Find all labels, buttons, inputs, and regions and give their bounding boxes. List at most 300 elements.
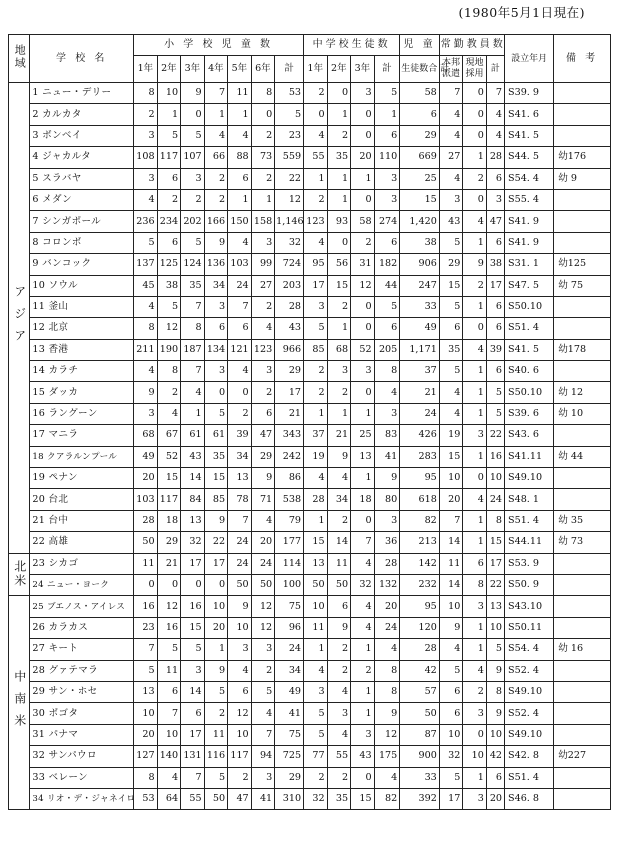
table-row [9, 489, 611, 510]
teacher-count: 29 [439, 254, 463, 275]
teacher-count: 2 [463, 168, 487, 189]
region-label: 中南米 [9, 596, 30, 810]
table-row [9, 425, 611, 446]
junior-count: 50 [327, 574, 351, 595]
elementary-count: 12 [275, 189, 304, 210]
table-row [9, 83, 611, 104]
elementary-count: 13 [181, 510, 205, 531]
teacher-count: 4 [486, 104, 504, 125]
elementary-count: 158 [251, 211, 275, 232]
elementary-count: 6 [157, 168, 181, 189]
junior-count: 43 [351, 746, 375, 767]
elementary-count: 10 [157, 83, 181, 104]
junior-count: 7 [351, 532, 375, 553]
junior-count: 1 [304, 168, 328, 189]
teacher-type-header: 本邦派遣 [439, 56, 463, 83]
elementary-count: 55 [181, 788, 205, 809]
elementary-count: 85 [204, 489, 228, 510]
established-date: S41. 6 [505, 104, 554, 125]
junior-count: 1 [351, 168, 375, 189]
junior-count: 3 [327, 703, 351, 724]
elementary-count: 16 [181, 596, 205, 617]
elementary-count: 4 [181, 382, 205, 403]
elementary-count: 5 [181, 125, 205, 146]
remarks-cell [554, 232, 611, 253]
elementary-count: 177 [275, 532, 304, 553]
remarks-cell [554, 189, 611, 210]
elementary-count: 117 [157, 147, 181, 168]
elementary-count: 75 [275, 724, 304, 745]
teacher-count: 0 [463, 318, 487, 339]
elementary-count: 1 [228, 104, 252, 125]
table-row [9, 596, 611, 617]
junior-count: 19 [304, 446, 328, 467]
elementary-count: 16 [134, 596, 158, 617]
junior-count: 36 [374, 532, 400, 553]
elementary-count: 9 [181, 83, 205, 104]
junior-count: 110 [374, 147, 400, 168]
total-students: 57 [400, 681, 440, 702]
elementary-count: 4 [251, 510, 275, 531]
table-row [9, 532, 611, 553]
teacher-count: 11 [439, 553, 463, 574]
teacher-count: 17 [486, 553, 504, 574]
elementary-count: 47 [228, 788, 252, 809]
total-students: 82 [400, 510, 440, 531]
remarks-cell [554, 724, 611, 745]
elementary-count: 107 [181, 147, 205, 168]
junior-count: 2 [304, 382, 328, 403]
elementary-count: 66 [204, 147, 228, 168]
teacher-count: 1 [463, 767, 487, 788]
teacher-count: 20 [486, 788, 504, 809]
established-date: S43.10 [505, 596, 554, 617]
junior-count: 5 [304, 318, 328, 339]
elementary-count: 5 [157, 296, 181, 317]
junior-count: 3 [374, 403, 400, 424]
junior-count: 11 [304, 617, 328, 638]
total-students: 1,420 [400, 211, 440, 232]
junior-count: 3 [304, 296, 328, 317]
teacher-count: 6 [439, 318, 463, 339]
teacher-count: 10 [463, 746, 487, 767]
teacher-count: 1 [463, 403, 487, 424]
elementary-count: 29 [251, 446, 275, 467]
remarks-cell [554, 681, 611, 702]
established-date: S41.11 [505, 446, 554, 467]
region-label: 北米 [9, 553, 30, 596]
total-students: 38 [400, 232, 440, 253]
remarks-cell [554, 83, 611, 104]
teacher-count: 6 [486, 361, 504, 382]
junior-count: 20 [374, 596, 400, 617]
elementary-count: 12 [251, 617, 275, 638]
elementary-count: 17 [204, 553, 228, 574]
junior-count: 4 [374, 639, 400, 660]
teacher-count: 22 [486, 574, 504, 595]
elementary-count: 202 [181, 211, 205, 232]
junior-count: 0 [327, 232, 351, 253]
teacher-count: 9 [439, 617, 463, 638]
junior-count: 17 [304, 275, 328, 296]
teacher-count: 2 [463, 681, 487, 702]
junior-count: 1 [327, 104, 351, 125]
elementary-count: 21 [157, 553, 181, 574]
established-date: S49.10 [505, 724, 554, 745]
remarks-cell [554, 788, 611, 809]
elementary-count: 50 [134, 532, 158, 553]
elementary-count: 2 [204, 168, 228, 189]
junior-count: 4 [374, 767, 400, 788]
junior-count: 35 [327, 147, 351, 168]
elementary-count: 3 [181, 168, 205, 189]
school-name: 3 ボンベイ [30, 125, 134, 146]
table-row [9, 382, 611, 403]
junior-count: 20 [351, 147, 375, 168]
remarks-cell: 幼 10 [554, 403, 611, 424]
elementary-count: 123 [251, 339, 275, 360]
elementary-count: 7 [181, 296, 205, 317]
teacher-count: 10 [439, 468, 463, 489]
elementary-count: 34 [228, 446, 252, 467]
junior-count: 58 [351, 211, 375, 232]
elementary-count: 1 [157, 104, 181, 125]
table-row [9, 660, 611, 681]
teacher-count: 9 [463, 254, 487, 275]
date-note: (1980年5月1日現在) [458, 5, 585, 20]
elementary-count: 16 [157, 617, 181, 638]
teacher-count: 3 [463, 425, 487, 446]
junior-count: 0 [304, 104, 328, 125]
elementary-count: 1 [228, 189, 252, 210]
remarks-cell [554, 125, 611, 146]
table-row [9, 361, 611, 382]
elementary-count: 1 [204, 639, 228, 660]
teacher-count: 4 [463, 489, 487, 510]
elementary-count: 49 [134, 446, 158, 467]
junior-count: 11 [327, 553, 351, 574]
total-students: 906 [400, 254, 440, 275]
elementary-count: 71 [251, 489, 275, 510]
school-name: 2 カルカタ [30, 104, 134, 125]
elementary-count: 3 [251, 767, 275, 788]
junior-count: 32 [351, 574, 375, 595]
school-statistics-table [8, 34, 611, 810]
remarks-cell: 幼176 [554, 147, 611, 168]
total-students: 37 [400, 361, 440, 382]
remarks-cell [554, 596, 611, 617]
elementary-count: 13 [228, 468, 252, 489]
elementary-count: 190 [157, 339, 181, 360]
teacher-count: 5 [439, 361, 463, 382]
elementary-count: 121 [228, 339, 252, 360]
school-name: 5 スラバヤ [30, 168, 134, 189]
total-students: 392 [400, 788, 440, 809]
elementary-count: 50 [204, 788, 228, 809]
junior-count: 175 [374, 746, 400, 767]
junior-count: 9 [374, 468, 400, 489]
elementary-count: 17 [275, 382, 304, 403]
total-students: 669 [400, 147, 440, 168]
junior-count: 37 [304, 425, 328, 446]
total-students: 283 [400, 446, 440, 467]
school-name: 25 ブエノス・アイレス [30, 596, 134, 617]
teacher-count: 4 [439, 125, 463, 146]
elementary-count: 203 [275, 275, 304, 296]
elementary-count: 2 [134, 104, 158, 125]
elementary-grade-header: 5年 [228, 56, 252, 83]
table-row [9, 510, 611, 531]
table-row [9, 767, 611, 788]
junior-count: 1 [351, 703, 375, 724]
elementary-count: 22 [275, 168, 304, 189]
established-date: S53. 9 [505, 553, 554, 574]
established-date: S43. 6 [505, 425, 554, 446]
total-students: 87 [400, 724, 440, 745]
elementary-count: 10 [204, 596, 228, 617]
teacher-count: 10 [439, 724, 463, 745]
elementary-count: 5 [181, 232, 205, 253]
elementary-count: 5 [204, 403, 228, 424]
elementary-count: 45 [134, 275, 158, 296]
elementary-count: 15 [157, 468, 181, 489]
junior-count: 1 [327, 318, 351, 339]
elementary-count: 3 [251, 639, 275, 660]
table-row [9, 211, 611, 232]
elementary-count: 11 [157, 660, 181, 681]
elementary-count: 28 [275, 296, 304, 317]
teacher-type-header: 計 [486, 56, 504, 83]
elementary-count: 6 [251, 403, 275, 424]
total-students: 95 [400, 468, 440, 489]
elementary-count: 4 [228, 361, 252, 382]
elementary-count: 103 [228, 254, 252, 275]
junior-count: 32 [304, 788, 328, 809]
remarks-cell: 幼 12 [554, 382, 611, 403]
elementary-count: 242 [275, 446, 304, 467]
elementary-count: 2 [228, 403, 252, 424]
teacher-count: 17 [486, 275, 504, 296]
junior-count: 5 [374, 296, 400, 317]
junior-count: 132 [374, 574, 400, 595]
junior-count: 80 [374, 489, 400, 510]
junior-count: 6 [327, 596, 351, 617]
elementary-count: 11 [228, 83, 252, 104]
elementary-count: 6 [181, 703, 205, 724]
elementary-count: 2 [251, 125, 275, 146]
junior-count: 55 [327, 746, 351, 767]
school-name: 1 ニュー・デリー [30, 83, 134, 104]
junior-grade-header: 3年 [351, 56, 375, 83]
table-row [9, 639, 611, 660]
elementary-count: 4 [157, 403, 181, 424]
elementary-count: 15 [181, 617, 205, 638]
elementary-count: 0 [157, 574, 181, 595]
teacher-count: 3 [463, 703, 487, 724]
total-students: 900 [400, 746, 440, 767]
junior-count: 3 [327, 361, 351, 382]
elementary-count: 96 [275, 617, 304, 638]
junior-count: 83 [374, 425, 400, 446]
elementary-count: 725 [275, 746, 304, 767]
elementary-count: 47 [251, 425, 275, 446]
elementary-count: 0 [204, 382, 228, 403]
total-students: 618 [400, 489, 440, 510]
remarks-cell: 幼227 [554, 746, 611, 767]
elementary-count: 52 [157, 446, 181, 467]
elementary-count: 2 [228, 767, 252, 788]
total-students: 28 [400, 639, 440, 660]
elementary-count: 13 [134, 681, 158, 702]
junior-count: 205 [374, 339, 400, 360]
established-date: S51. 4 [505, 318, 554, 339]
teacher-count: 24 [486, 489, 504, 510]
junior-count: 4 [351, 553, 375, 574]
junior-count: 182 [374, 254, 400, 275]
junior-count: 3 [374, 168, 400, 189]
elementary-count: 6 [157, 232, 181, 253]
total-students: 24 [400, 403, 440, 424]
elementary-count: 22 [204, 532, 228, 553]
elementary-count: 5 [204, 767, 228, 788]
elementary-count: 14 [181, 468, 205, 489]
established-date: S50.10 [505, 296, 554, 317]
elementary-count: 343 [275, 425, 304, 446]
established-date: S41. 9 [505, 211, 554, 232]
elementary-count: 61 [204, 425, 228, 446]
elementary-count: 2 [157, 382, 181, 403]
elementary-count: 7 [181, 361, 205, 382]
elementary-count: 0 [134, 574, 158, 595]
teacher-count: 7 [439, 510, 463, 531]
junior-count: 41 [374, 446, 400, 467]
remarks-cell [554, 489, 611, 510]
elementary-count: 538 [275, 489, 304, 510]
total-students: 247 [400, 275, 440, 296]
established-date: S50.11 [505, 617, 554, 638]
teacher-count: 6 [439, 703, 463, 724]
junior-count: 4 [327, 681, 351, 702]
established-date: S48. 1 [505, 489, 554, 510]
junior-count: 2 [327, 767, 351, 788]
remarks-cell [554, 660, 611, 681]
elementary-count: 15 [204, 468, 228, 489]
school-name: 6 メダン [30, 189, 134, 210]
teacher-type-header: 現地採用 [463, 56, 487, 83]
table-row [9, 574, 611, 595]
school-name: 31 パナマ [30, 724, 134, 745]
table-row [9, 617, 611, 638]
junior-count: 3 [351, 83, 375, 104]
teacher-count: 5 [486, 403, 504, 424]
junior-count: 15 [327, 275, 351, 296]
total-students: 33 [400, 296, 440, 317]
elementary-count: 24 [251, 553, 275, 574]
teacher-count: 4 [439, 639, 463, 660]
elementary-count: 3 [251, 361, 275, 382]
elementary-count: 2 [204, 703, 228, 724]
teacher-count: 8 [486, 510, 504, 531]
elementary-count: 29 [157, 532, 181, 553]
teacher-count: 27 [439, 147, 463, 168]
remarks-cell: 幼178 [554, 339, 611, 360]
elementary-count: 10 [157, 724, 181, 745]
junior-count: 274 [374, 211, 400, 232]
teacher-count: 0 [463, 125, 487, 146]
elementary-count: 7 [181, 767, 205, 788]
remarks-cell [554, 617, 611, 638]
established-date: S41. 9 [505, 232, 554, 253]
established-date: S44. 5 [505, 147, 554, 168]
teacher-count: 6 [486, 318, 504, 339]
elementary-count: 137 [134, 254, 158, 275]
teacher-count: 22 [486, 425, 504, 446]
elementary-count: 150 [228, 211, 252, 232]
junior-count: 1 [327, 403, 351, 424]
teacher-count: 1 [463, 617, 487, 638]
teacher-count: 10 [439, 596, 463, 617]
teacher-count: 3 [439, 189, 463, 210]
elementary-count: 4 [228, 660, 252, 681]
teacher-count: 2 [463, 275, 487, 296]
elementary-count: 131 [181, 746, 205, 767]
elementary-count: 12 [228, 703, 252, 724]
established-date: S54. 4 [505, 168, 554, 189]
elementary-count: 6 [228, 681, 252, 702]
remarks-cell [554, 361, 611, 382]
elementary-count: 21 [275, 403, 304, 424]
elementary-count: 29 [275, 767, 304, 788]
school-name: 24 ニュー・ヨーク [30, 574, 134, 595]
elementary-grade-header: 2年 [157, 56, 181, 83]
junior-count: 25 [351, 425, 375, 446]
teacher-count: 4 [463, 339, 487, 360]
junior-count: 95 [304, 254, 328, 275]
junior-count: 13 [351, 446, 375, 467]
elementary-count: 11 [204, 724, 228, 745]
junior-count: 4 [351, 617, 375, 638]
table-row [9, 232, 611, 253]
junior-count: 55 [304, 147, 328, 168]
remarks-cell [554, 296, 611, 317]
elementary-count: 79 [275, 510, 304, 531]
teacher-count: 0 [463, 83, 487, 104]
teacher-count: 8 [486, 681, 504, 702]
school-name: 9 バンコック [30, 254, 134, 275]
school-name: 15 ダッカ [30, 382, 134, 403]
teacher-count: 1 [463, 382, 487, 403]
teacher-count: 6 [463, 553, 487, 574]
total-students: 58 [400, 83, 440, 104]
elementary-count: 140 [157, 746, 181, 767]
elementary-count: 3 [204, 296, 228, 317]
table-row [9, 446, 611, 467]
junior-count: 52 [351, 339, 375, 360]
junior-count: 123 [304, 211, 328, 232]
junior-count: 2 [304, 767, 328, 788]
established-date: S51. 4 [505, 510, 554, 531]
remarks-header: 備 考 [554, 35, 611, 83]
junior-count: 3 [351, 724, 375, 745]
total-students: 213 [400, 532, 440, 553]
remarks-cell: 幼 73 [554, 532, 611, 553]
teacher-count: 43 [439, 211, 463, 232]
elementary-count: 7 [251, 724, 275, 745]
teacher-count: 10 [486, 724, 504, 745]
junior-count: 2 [327, 639, 351, 660]
total-students-header-top: 児 童 [400, 35, 440, 56]
junior-count: 3 [304, 681, 328, 702]
